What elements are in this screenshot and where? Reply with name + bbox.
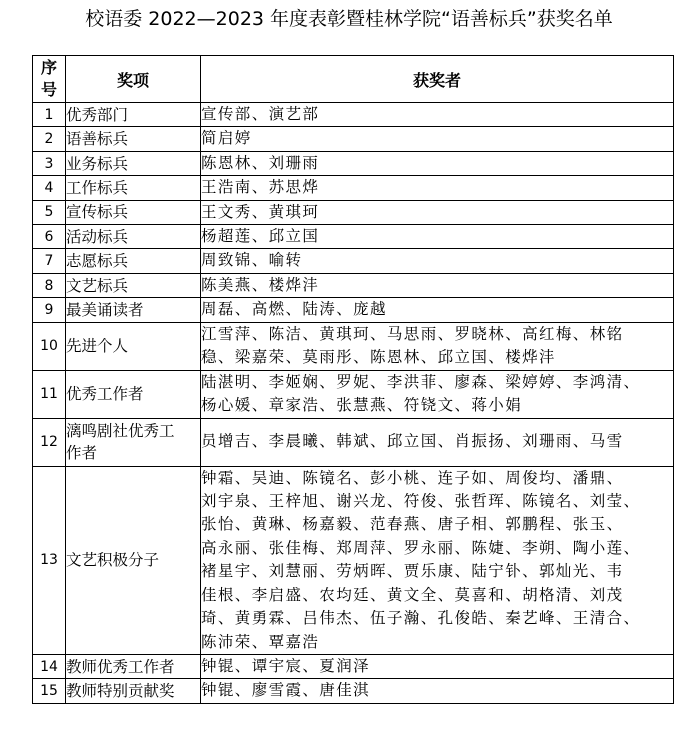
winners-line: 宣传部、演艺部 [201, 105, 320, 123]
winners-line: 张怡、黄琳、杨嘉毅、范春燕、唐子相、郭鹏程、张玉、 [201, 515, 624, 534]
cell-seq: 5 [33, 200, 66, 224]
award-line: 宣传标兵 [66, 203, 129, 222]
cell-seq: 14 [33, 654, 66, 678]
cell-award [66, 370, 201, 418]
cell-seq: 15 [33, 679, 66, 703]
award-line: 漓鸣剧社优秀工 [66, 422, 175, 441]
winners-line: 王浩南、苏思烨 [201, 178, 320, 197]
table-row [33, 200, 674, 224]
cell-seq: 7 [33, 249, 66, 273]
cell-winners [201, 151, 674, 175]
cell-winners [201, 225, 674, 249]
cell-award [66, 127, 201, 151]
cell-seq: 9 [33, 298, 66, 322]
table-row [33, 654, 674, 678]
winners-line: 员增吉、李晨曦、韩斌、邱立国、肖振扬、刘珊雨、马雪 [201, 432, 624, 451]
cell-award [66, 466, 201, 654]
winners-line: 王文秀、黄琪珂 [201, 202, 320, 221]
cell-award [66, 322, 201, 370]
cell-winners [201, 322, 674, 370]
cell-seq: 3 [33, 151, 66, 175]
award-line: 业务标兵 [66, 154, 129, 173]
winners-line: 琦、黄勇霖、吕伟杰、伍子瀚、孔俊皓、秦艺峰、王清合、 [201, 609, 641, 628]
table-row [33, 103, 674, 127]
table-row [33, 127, 674, 151]
table-row [33, 466, 674, 654]
cell-award [66, 151, 201, 175]
cell-winners [201, 103, 674, 127]
award-line: 优秀部门 [66, 105, 129, 124]
header-award: 奖项 [66, 56, 201, 103]
cell-winners [201, 200, 674, 224]
winners-line: 陈恩林、刘珊雨 [201, 153, 320, 172]
table-row [33, 225, 674, 249]
winners-line: 江雪萍、陈洁、黄琪珂、马思雨、罗晓林、高红梅、林铭 [201, 324, 624, 343]
award-line: 优秀工作者 [66, 385, 144, 404]
winners-line: 褚星宇、刘慧丽、劳炳晖、贾乐康、陆宁钋、郭灿光、韦 [201, 562, 624, 581]
cell-winners [201, 466, 674, 654]
cell-winners [201, 176, 674, 200]
table-row [33, 418, 674, 466]
award-line: 活动标兵 [66, 227, 129, 246]
cell-seq: 1 [33, 103, 66, 127]
cell-seq: 6 [33, 225, 66, 249]
winners-line: 杨心媛、章家浩、张慧燕、符铙文、蒋小娟 [201, 396, 523, 415]
cell-award [66, 679, 201, 703]
cell-award [66, 225, 201, 249]
awards-table [32, 55, 674, 704]
award-line: 工作标兵 [66, 178, 129, 197]
cell-seq: 10 [33, 322, 66, 370]
cell-winners [201, 418, 674, 466]
header-seq-line: 号 [40, 80, 57, 99]
award-line: 教师优秀工作者 [66, 657, 175, 676]
winners-line: 钟锟、谭宇宸、夏润泽 [201, 656, 371, 675]
winners-line: 陈美燕、楼烨沣 [201, 275, 320, 294]
table-row [33, 176, 674, 200]
award-line: 文艺积极分子 [66, 551, 160, 570]
winners-line: 周致锦、喻转 [201, 251, 303, 270]
table-body [33, 103, 674, 704]
cell-seq: 12 [33, 418, 66, 466]
cell-award [66, 654, 201, 678]
award-line: 文艺标兵 [66, 276, 129, 295]
winners-line: 杨超莲、邱立国 [201, 227, 320, 246]
document-title: 校语委 2022—2023 年度表彰暨桂林学院“语善标兵”获奖名单 [85, 8, 613, 30]
winners-line: 钟锟、廖雪霞、唐佳淇 [201, 681, 371, 700]
header-seq [33, 56, 66, 103]
table-row [33, 273, 674, 297]
table-row [33, 151, 674, 175]
cell-award [66, 176, 201, 200]
cell-winners [201, 273, 674, 297]
cell-seq: 4 [33, 176, 66, 200]
cell-award [66, 249, 201, 273]
table-row [33, 322, 674, 370]
winners-line: 高永丽、张佳梅、郑周萍、罗永丽、陈婕、李朔、陶小莲、 [201, 538, 641, 557]
cell-winners [201, 249, 674, 273]
award-line: 最美诵读者 [66, 300, 144, 319]
cell-seq: 8 [33, 273, 66, 297]
cell-award [66, 103, 201, 127]
winners-line: 刘宇泉、王梓旭、谢兴龙、符俊、张哲珲、陈镜名、刘莹、 [201, 492, 641, 511]
award-line: 教师特别贡献奖 [66, 682, 175, 701]
cell-seq: 11 [33, 370, 66, 418]
winners-line: 钟霜、吴迪、陈镜名、彭小桃、连子如、周俊均、潘鼎、 [201, 468, 624, 487]
award-line: 作者 [66, 444, 98, 463]
cell-award [66, 418, 201, 466]
table-row [33, 370, 674, 418]
cell-winners [201, 370, 674, 418]
winners-line: 陆湛明、李姬娴、罗妮、李洪菲、廖森、梁婷婷、李鸿清、 [201, 372, 641, 391]
winners-line: 周磊、高燃、陆涛、庞越 [201, 300, 387, 319]
winners-line: 简启婷 [201, 129, 252, 148]
award-line: 先进个人 [66, 337, 129, 356]
cell-winners [201, 679, 674, 703]
cell-winners [201, 654, 674, 678]
cell-winners [201, 298, 674, 322]
cell-award [66, 200, 201, 224]
cell-award [66, 298, 201, 322]
winners-line: 陈沛荣、覃嘉浩 [201, 632, 320, 651]
winners-line: 佳根、李启盛、农均廷、黄文全、莫喜和、胡格清、刘茂 [201, 585, 624, 604]
header-seq-line: 序 [40, 58, 57, 77]
award-line: 志愿标兵 [66, 252, 129, 271]
winners-line: 稳、梁嘉荣、莫雨彤、陈恩林、邱立国、楼烨沣 [201, 348, 556, 367]
cell-award [66, 273, 201, 297]
header-winners: 获奖者 [201, 56, 674, 103]
table-row [33, 679, 674, 703]
cell-winners [201, 127, 674, 151]
cell-seq: 13 [33, 466, 66, 654]
table-row [33, 298, 674, 322]
table-row [33, 249, 674, 273]
award-line: 语善标兵 [66, 130, 129, 149]
table-header-row [33, 56, 674, 103]
cell-seq: 2 [33, 127, 66, 151]
